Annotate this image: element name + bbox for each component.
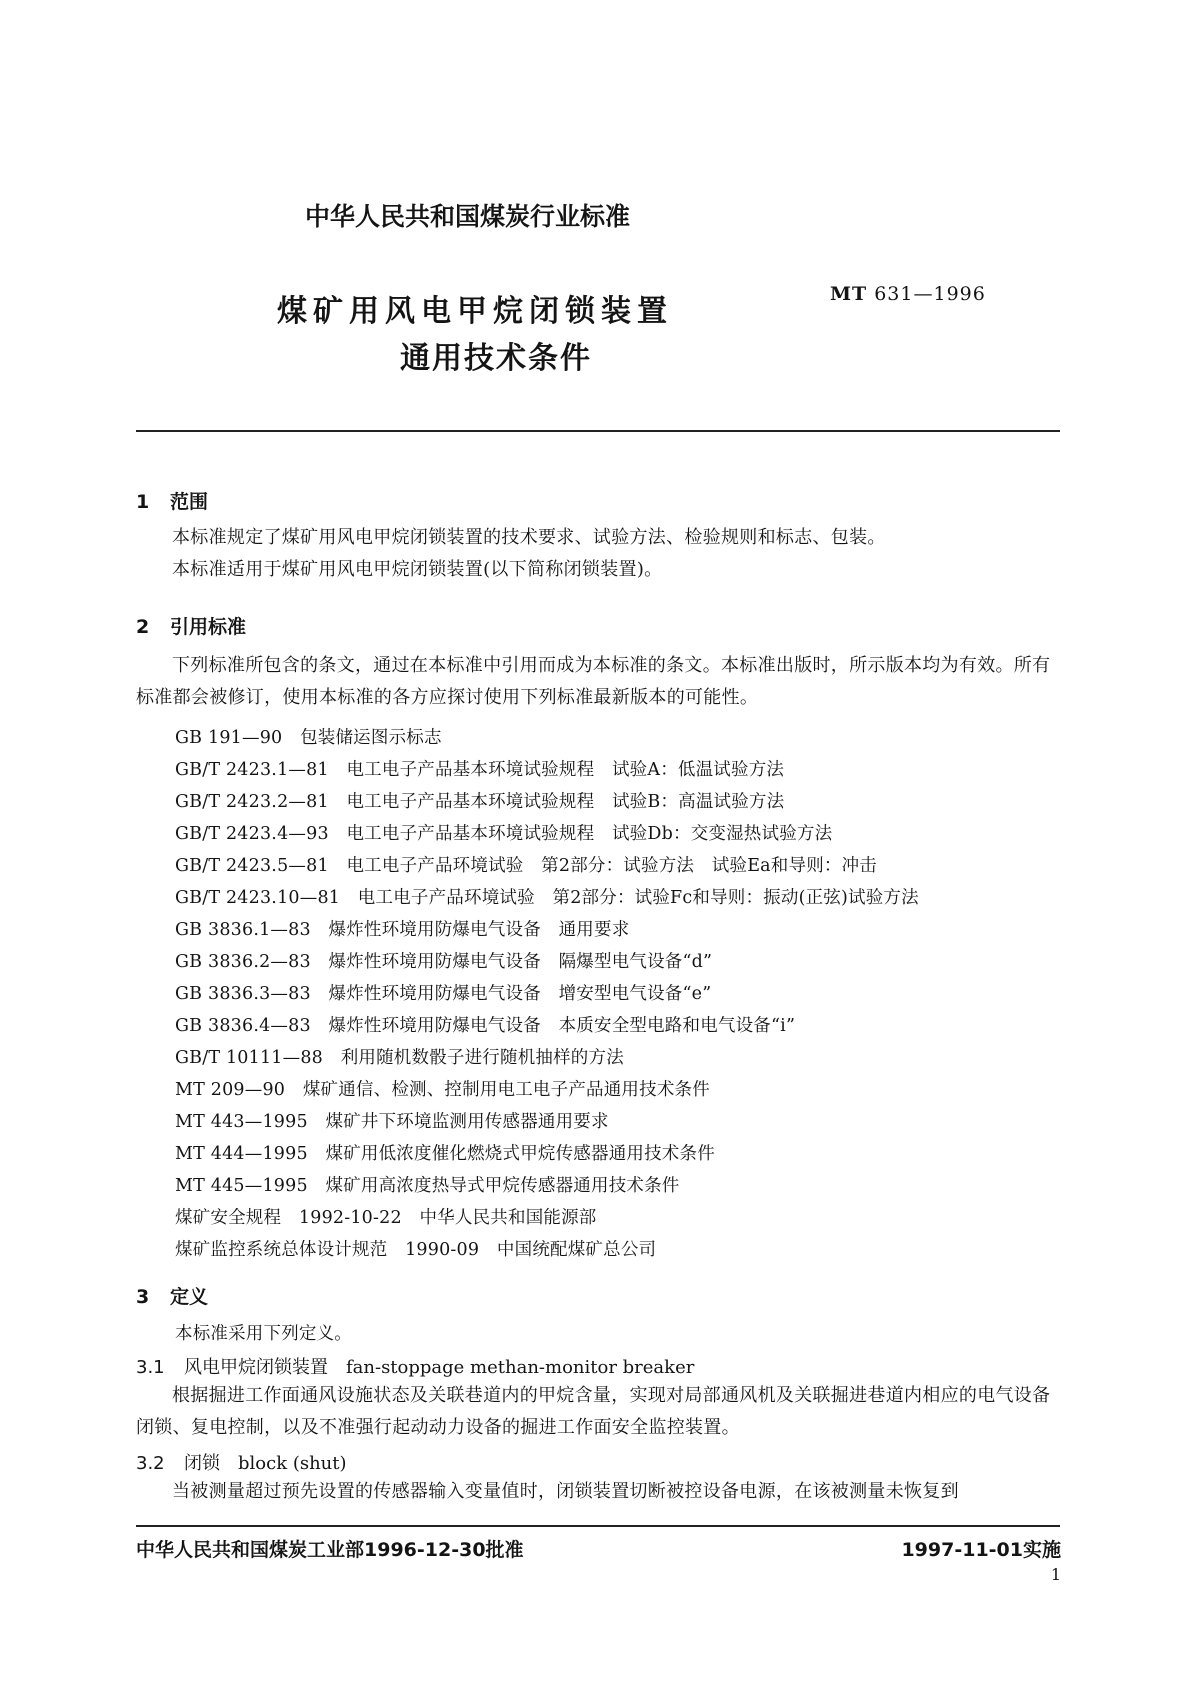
header-divider: [136, 430, 1060, 432]
paragraph: 本标准适用于煤矿用风电甲烷闭锁装置(以下简称闭锁装置)。: [172, 559, 663, 580]
reference-item: 煤矿安全规程 1992-10-22 中华人民共和国能源部: [175, 1208, 597, 1228]
reference-item: GB/T 2423.10—81 电工电子产品环境试验 第2部分：试验Fc和导则：振动(正弦)试验方法: [175, 888, 919, 908]
section-2-heading: [136, 612, 246, 639]
reference-item: GB/T 10111—88 利用随机数骰子进行随机抽样的方法: [175, 1048, 624, 1068]
section-title: 引用标准: [170, 616, 247, 638]
section-number: 2: [136, 616, 150, 638]
page-number: 1: [1050, 1565, 1061, 1584]
section-number: 3: [136, 1286, 150, 1308]
standard-code: 631—1996: [874, 283, 986, 305]
definition-3-1-heading: [136, 1353, 694, 1379]
reference-item: MT 444—1995 煤矿用低浓度催化燃烧式甲烷传感器通用技术条件: [175, 1144, 715, 1164]
section-2-intro: [136, 650, 1060, 714]
footer-divider: [136, 1525, 1060, 1527]
document-title-line1: 煤矿用风电甲烷闭锁装置: [277, 294, 673, 329]
paragraph: 当被测量超过预先设置的传感器输入变量值时，闭锁装置切断被控设备电源，在该被测量未恢复到: [172, 1481, 959, 1502]
definition-term: 风电甲烷闭锁装置 fan-stoppage methan-monitor breaker: [184, 1357, 695, 1378]
section-title: 定义: [170, 1286, 209, 1308]
clause-number: 3.2: [136, 1453, 165, 1474]
definition-term: 闭锁 block (shut): [184, 1453, 347, 1474]
reference-item: GB 3836.3—83 爆炸性环境用防爆电气设备 增安型电气设备“e”: [175, 984, 712, 1004]
document-title-line2: 通用技术条件: [400, 341, 592, 376]
section-1-body: [136, 522, 1060, 586]
reference-item: GB 3836.2—83 爆炸性环境用防爆电气设备 隔爆型电气设备“d”: [175, 952, 713, 972]
reference-item: GB/T 2423.1—81 电工电子产品基本环境试验规程 试验A：低温试验方法: [175, 760, 785, 780]
definition-3-1-body: [136, 1380, 1060, 1444]
standard-prefix: MT: [830, 283, 868, 305]
reference-item: GB/T 2423.5—81 电工电子产品环境试验 第2部分：试验方法 试验Ea和导则：冲击: [175, 856, 878, 876]
reference-item: GB 191—90 包装储运图示标志: [175, 728, 442, 748]
reference-item: GB 3836.1—83 爆炸性环境用防爆电气设备 通用要求: [175, 920, 630, 940]
section-number: 1: [136, 491, 150, 513]
reference-item: GB/T 2423.2—81 电工电子产品基本环境试验规程 试验B：高温试验方法: [175, 792, 785, 812]
section-title: 范围: [170, 491, 209, 513]
reference-item: MT 445—1995 煤矿用高浓度热导式甲烷传感器通用技术条件: [175, 1176, 680, 1196]
paragraph: 根据掘进工作面通风设施状态及关联巷道内的甲烷含量，实现对局部通风机及关联掘进巷道内相应的电气设备闭锁、复电控制，以及不准强行起动动力设备的掘进工作面安全监控装置。: [136, 1385, 1051, 1438]
paragraph: 下列标准所包含的条文，通过在本标准中引用而成为本标准的条文。本标准出版时，所示版本均为有效。所有标准都会被修订，使用本标准的各方应探讨使用下列标准最新版本的可能性。: [136, 655, 1051, 708]
paragraph: 本标准规定了煤矿用风电甲烷闭锁装置的技术要求、试验方法、检验规则和标志、包装。: [172, 527, 886, 548]
section-3-intro: 本标准采用下列定义。: [175, 1324, 352, 1344]
reference-item: 煤矿监控系统总体设计规范 1990-09 中国统配煤矿总公司: [175, 1240, 657, 1260]
reference-item: GB 3836.4—83 爆炸性环境用防爆电气设备 本质安全型电路和电气设备“i”: [175, 1016, 796, 1036]
approval-statement: 中华人民共和国煤炭工业部1996-12-30批准: [136, 1539, 524, 1561]
section-3-heading: [136, 1282, 208, 1309]
reference-item: MT 443—1995 煤矿井下环境监测用传感器通用要求: [175, 1112, 609, 1132]
issuing-organization: 中华人民共和国煤炭行业标准: [305, 202, 631, 231]
definition-3-2-body: [136, 1476, 1060, 1508]
section-1-heading: [136, 487, 208, 514]
definition-3-2-heading: [136, 1449, 347, 1475]
clause-number: 3.1: [136, 1357, 165, 1378]
reference-item: MT 209—90 煤矿通信、检测、控制用电工电子产品通用技术条件: [175, 1080, 710, 1100]
effective-date: 1997-11-01实施: [901, 1539, 1061, 1561]
reference-item: GB/T 2423.4—93 电工电子产品基本环境试验规程 试验Db：交变湿热试验方法: [175, 824, 833, 844]
standard-number: [830, 283, 986, 305]
